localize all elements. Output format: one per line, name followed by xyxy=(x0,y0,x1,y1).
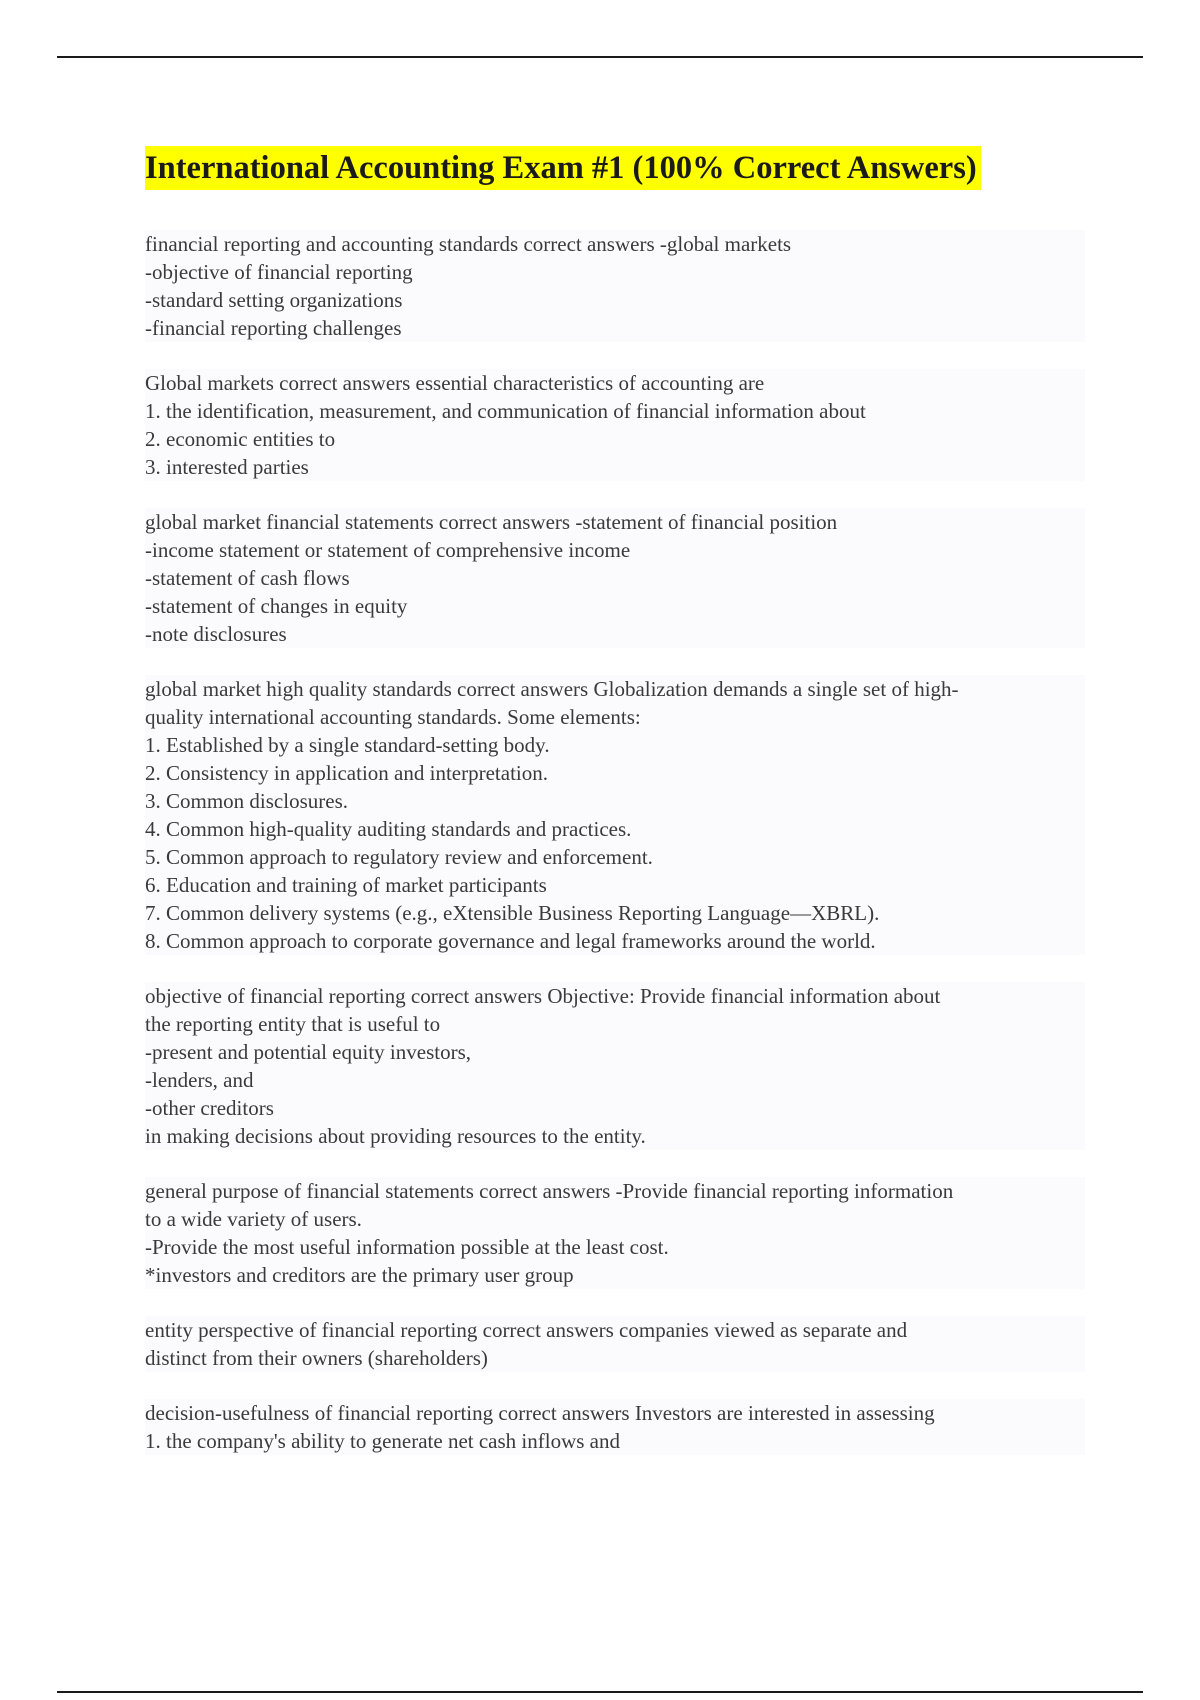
qa-block xyxy=(145,1316,1085,1372)
text-line: 3. interested parties xyxy=(145,453,1085,481)
text-line: -statement of changes in equity xyxy=(145,592,1085,620)
flashcard-list xyxy=(145,230,1085,1455)
text-line: 5. Common approach to regulatory review and enforcement. xyxy=(145,843,1085,871)
text-line: 8. Common approach to corporate governance and legal frameworks around the world. xyxy=(145,927,1085,955)
qa-block xyxy=(145,369,1085,481)
text-line: in making decisions about providing resources to the entity. xyxy=(145,1122,1085,1150)
text-line: 1. the identification, measurement, and communication of financial information about xyxy=(145,397,1085,425)
text-line: -income statement or statement of comprehensive income xyxy=(145,536,1085,564)
text-line: general purpose of financial statements correct answers -Provide financial reporting information xyxy=(145,1177,1085,1205)
text-line: global market financial statements correct answers -statement of financial position xyxy=(145,508,1085,536)
top-rule xyxy=(57,56,1143,58)
document-page xyxy=(145,138,1085,1482)
text-line: -Provide the most useful information possible at the least cost. xyxy=(145,1233,1085,1261)
qa-block xyxy=(145,508,1085,648)
text-line: *investors and creditors are the primary user group xyxy=(145,1261,1085,1289)
qa-block xyxy=(145,982,1085,1150)
text-line: to a wide variety of users. xyxy=(145,1205,1085,1233)
text-line: quality international accounting standards. Some elements: xyxy=(145,703,1085,731)
text-line: 3. Common disclosures. xyxy=(145,787,1085,815)
text-line: 1. Established by a single standard-setting body. xyxy=(145,731,1085,759)
text-line: 1. the company's ability to generate net cash inflows and xyxy=(145,1427,1085,1455)
text-line: financial reporting and accounting standards correct answers -global markets xyxy=(145,230,1085,258)
title-wrapper xyxy=(145,138,1085,204)
text-line: -present and potential equity investors, xyxy=(145,1038,1085,1066)
text-line: 2. Consistency in application and interpretation. xyxy=(145,759,1085,787)
text-line: -objective of financial reporting xyxy=(145,258,1085,286)
text-line: the reporting entity that is useful to xyxy=(145,1010,1085,1038)
document-title: International Accounting Exam #1 (100% Correct Answers) xyxy=(145,146,981,190)
text-line: 2. economic entities to xyxy=(145,425,1085,453)
text-line: entity perspective of financial reporting correct answers companies viewed as separate and xyxy=(145,1316,1085,1344)
qa-block xyxy=(145,230,1085,342)
text-line: Global markets correct answers essential characteristics of accounting are xyxy=(145,369,1085,397)
text-line: -lenders, and xyxy=(145,1066,1085,1094)
qa-block xyxy=(145,675,1085,955)
qa-block xyxy=(145,1177,1085,1289)
text-line: decision-usefulness of financial reporting correct answers Investors are interested in assessing xyxy=(145,1399,1085,1427)
text-line: -financial reporting challenges xyxy=(145,314,1085,342)
text-line: -other creditors xyxy=(145,1094,1085,1122)
qa-block xyxy=(145,1399,1085,1455)
bottom-rule xyxy=(57,1691,1143,1693)
text-line: -note disclosures xyxy=(145,620,1085,648)
text-line: distinct from their owners (shareholders) xyxy=(145,1344,1085,1372)
text-line: 7. Common delivery systems (e.g., eXtensible Business Reporting Language—XBRL). xyxy=(145,899,1085,927)
text-line: -standard setting organizations xyxy=(145,286,1085,314)
text-line: objective of financial reporting correct answers Objective: Provide financial information about xyxy=(145,982,1085,1010)
text-line: global market high quality standards correct answers Globalization demands a single set of high- xyxy=(145,675,1085,703)
text-line: -statement of cash flows xyxy=(145,564,1085,592)
text-line: 6. Education and training of market participants xyxy=(145,871,1085,899)
text-line: 4. Common high-quality auditing standards and practices. xyxy=(145,815,1085,843)
